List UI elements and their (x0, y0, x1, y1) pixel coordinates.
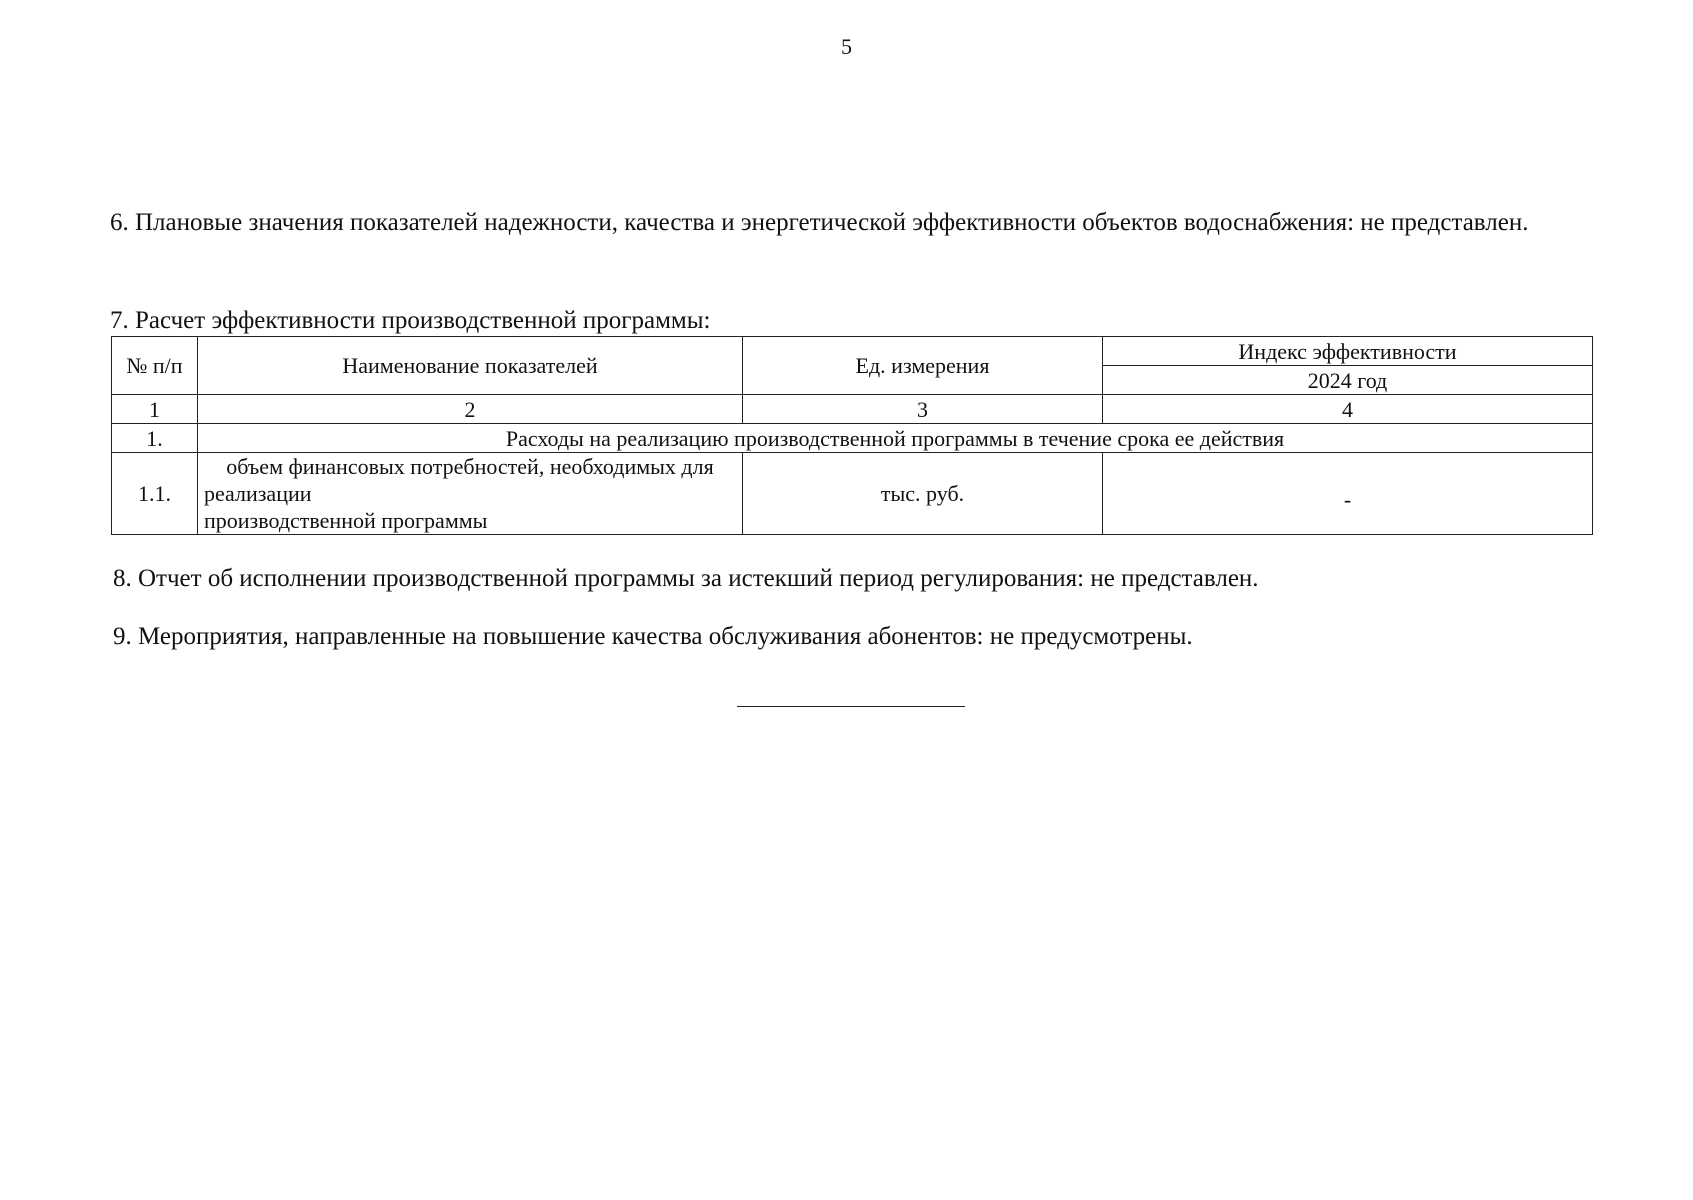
row-indicator-name-line1: объем финансовых потребностей, необходимых для реализации (204, 454, 714, 506)
row-unit: тыс. руб. (743, 453, 1103, 535)
efficiency-table (111, 336, 1593, 535)
header-efficiency-index: Индекс эффективности (1103, 337, 1593, 366)
numbering-cell: 3 (743, 395, 1103, 424)
table-header-row (112, 337, 1593, 366)
numbering-cell: 2 (198, 395, 743, 424)
header-unit: Ед. измерения (743, 337, 1103, 395)
header-number: № п/п (112, 337, 198, 395)
table-section-row (112, 424, 1593, 453)
closing-rule (737, 706, 965, 707)
row-indicator-name-line2: производственной программы (204, 508, 488, 533)
section-7-title: 7. Расчет эффективности производственной программы: (110, 307, 711, 334)
header-year: 2024 год (1103, 366, 1593, 395)
section-row-text: Расходы на реализацию производственной программы в течение срока ее действия (198, 424, 1593, 453)
numbering-cell: 4 (1103, 395, 1593, 424)
section-row-number: 1. (112, 424, 198, 453)
section-8-text: 8. Отчет об исполнении производственной программы за истекший период регулирования: не представлен. (113, 565, 1259, 592)
row-value (1103, 453, 1593, 535)
section-9-text: 9. Мероприятия, направленные на повышение качества обслуживания абонентов: не предусмотрены. (113, 623, 1193, 650)
page-number: 5 (841, 34, 852, 59)
row-value-text: - (1343, 487, 1352, 512)
table-numbering-row (112, 395, 1593, 424)
row-indicator-name (198, 453, 743, 535)
table-row (112, 453, 1593, 535)
numbering-cell: 1 (112, 395, 198, 424)
section-6-text: 6. Плановые значения показателей надежности, качества и энергетической эффективности объектов водоснабжения: не представлен. (110, 209, 1529, 236)
header-indicator-name: Наименование показателей (198, 337, 743, 395)
row-number: 1.1. (112, 453, 198, 535)
